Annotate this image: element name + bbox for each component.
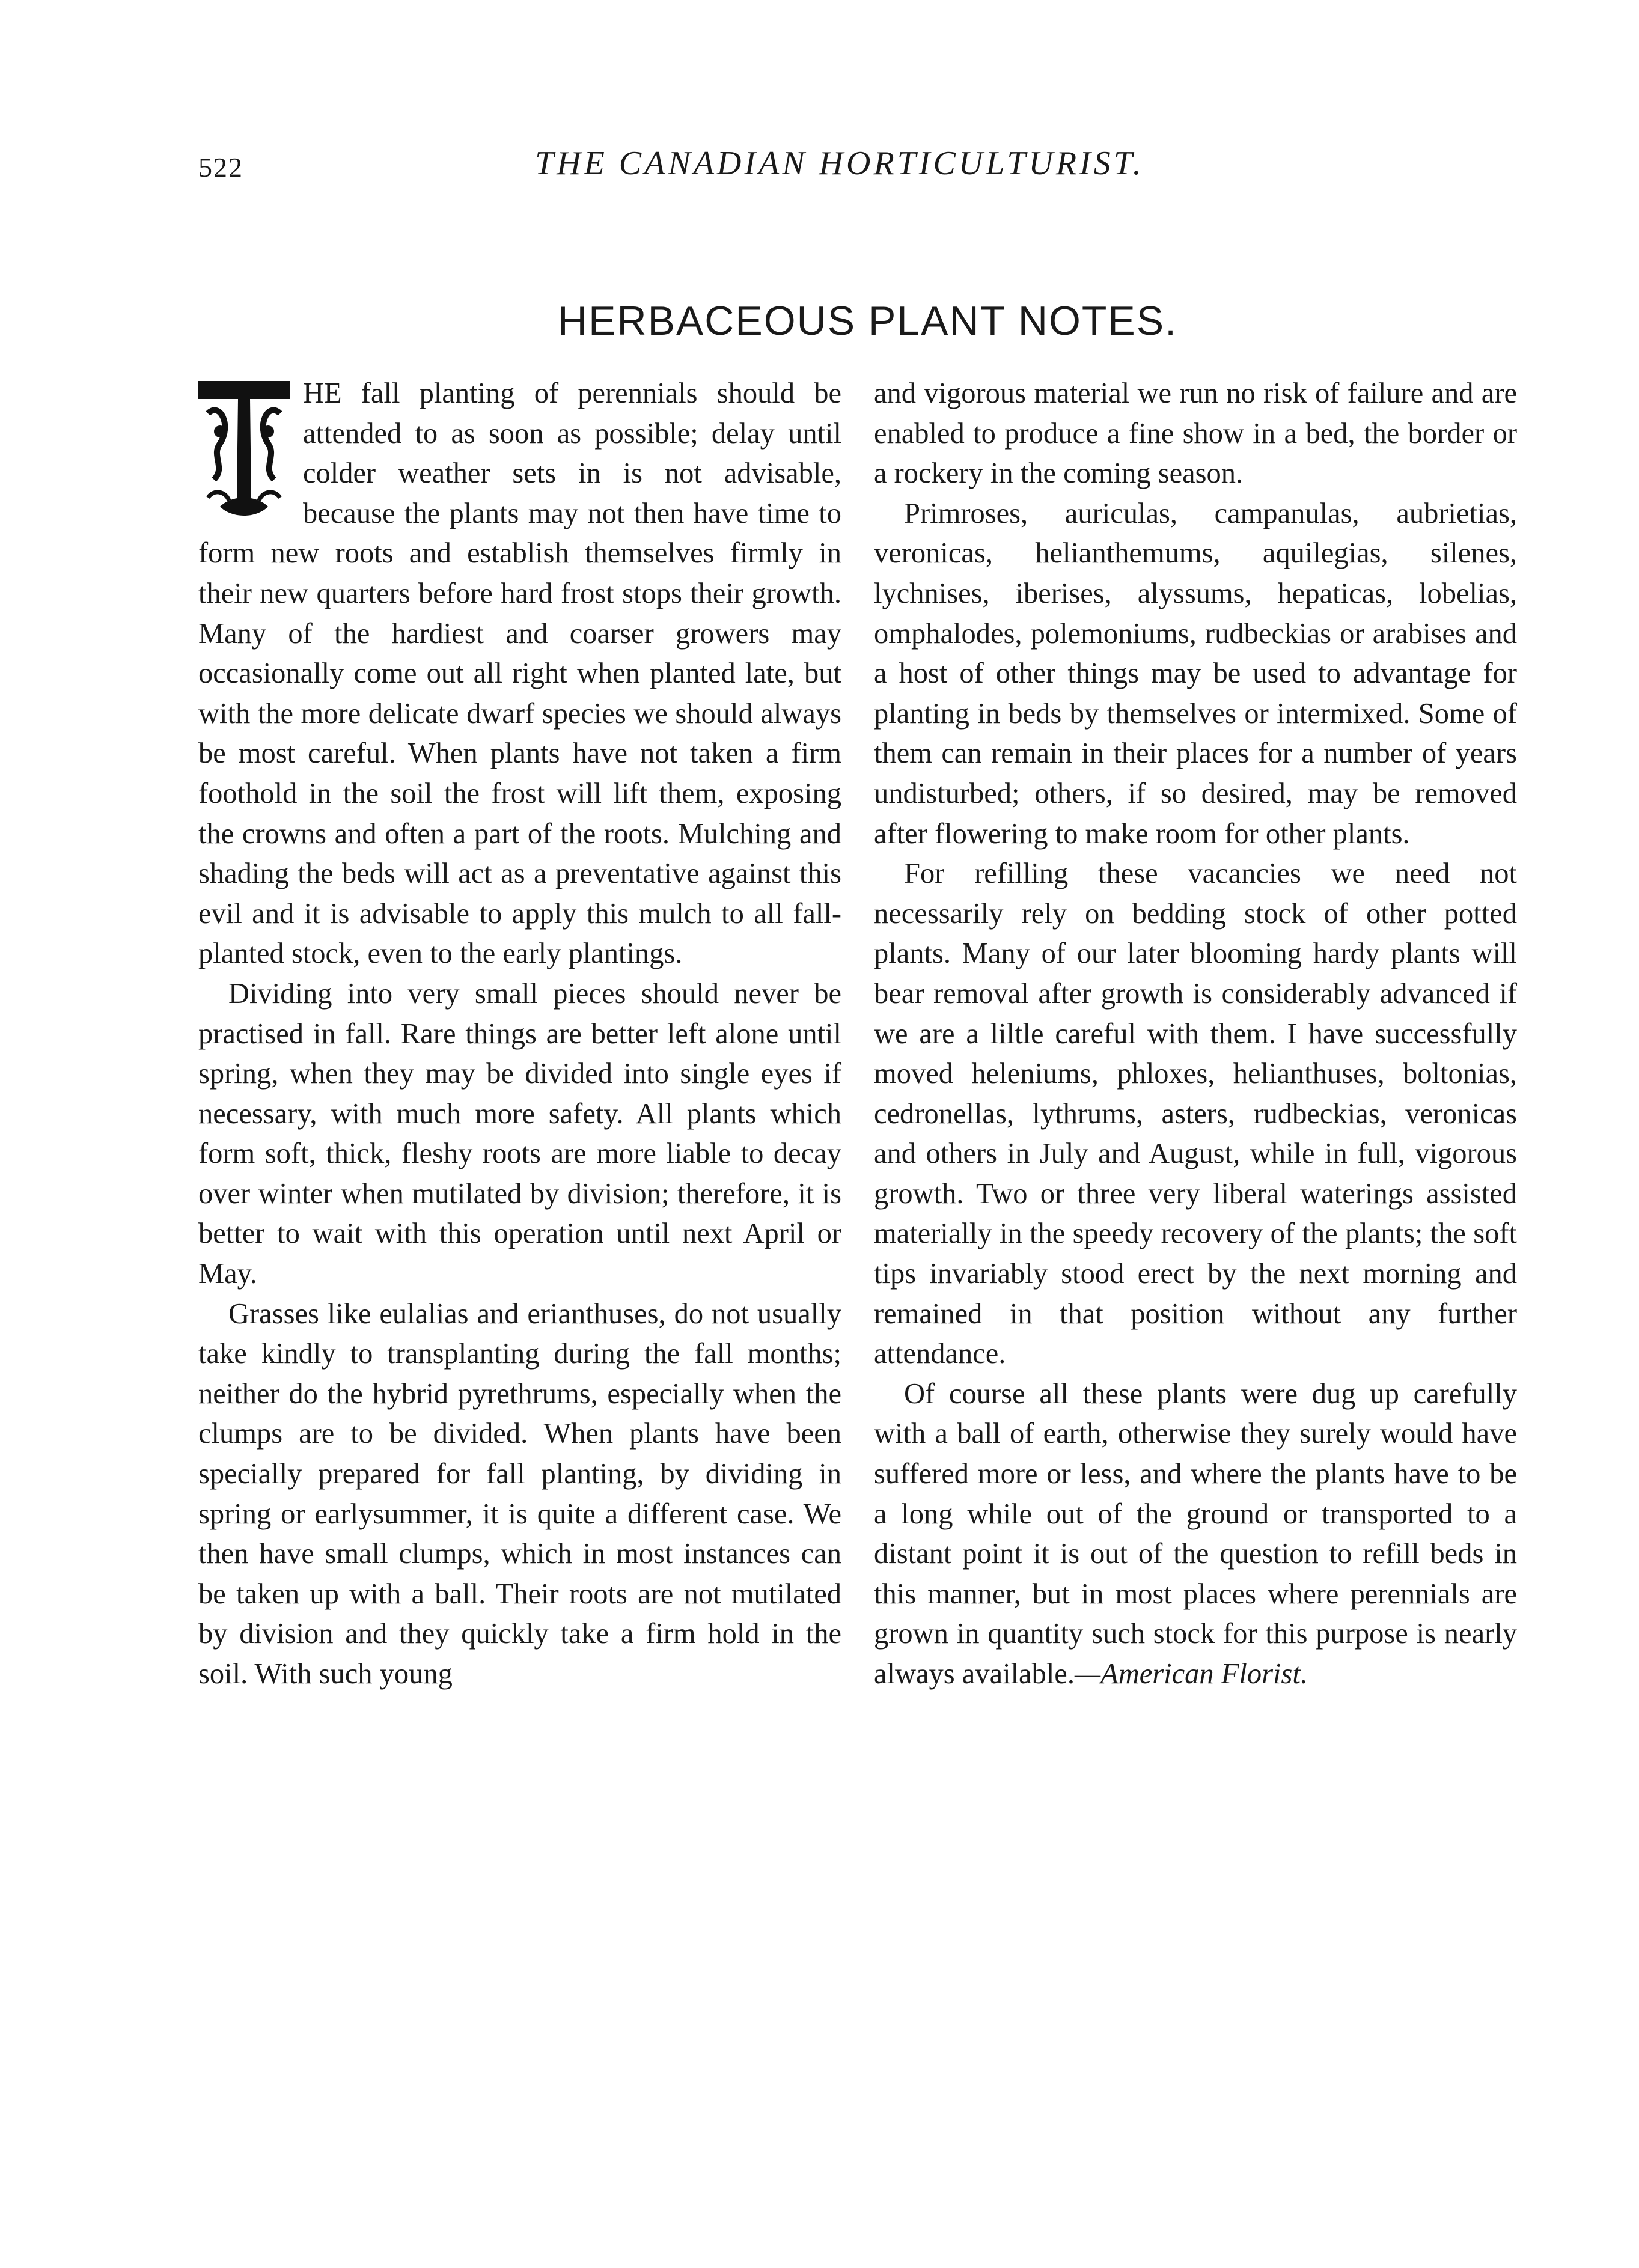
article-title: HERBACEOUS PLANT NOTES. [558,298,1177,344]
paragraph-text: Of course all these plants were dug up carefully with a ball of earth, otherwise they surely would have suffered more or less, and where the plants have to be a long while out of the ground or transported to a distant point it is out of the question to refill beds in this manner, but in most places where perennials are grown in quantity such stock for this purpose is nearly always available. [874,1377,1517,1690]
running-head [198,144,1184,186]
paragraph-6: For refilling these vacancies we need not necessarily rely on bedding stock of other potted plants. Many of our later blooming hardy plants will bear removal after growth is considerably advanced if we are a liltle careful with them. I have successfully moved heleniums, phloxes, helianthuses, boltonias, cedronellas, lythrums, asters, rudbeckias, veronicas and others in July and August, while in full, vigorous growth. Two or three very liberal waterings assisted materially in the speedy recovery of the plants; the soft tips invariably stood erect by the next morning and remained in that position without any further attendance. [874,858,1517,1370]
journal-title: THE CANADIAN HORTICULTURIST. [535,145,1144,182]
paragraph-3: Grasses like eulalias and erianthuses, do not usually take kindly to transplanting during the fall months; neither do the hybrid pyrethrums, especially when the clumps are to be divided. When plants have been specially prepared for fall planting, by dividing in spring or earlysummer, it is quite a different case. We then have small clumps, which in most instances can be taken up with a ball. Their roots are not mutilated by division and they quickly take a firm hold in the soil. With such young [198,1297,841,1690]
source-credit: —American Florist. [1074,1658,1308,1690]
paragraph-7 [874,1374,1517,1695]
drop-cap-ornament-icon [196,377,292,526]
paragraph-text: HE fall planting of perennials should be attended to as soon as possible; delay until colder weather sets in is not advisable, because the plants may not then have time to form new roots and establish themselves firmly in their new quarters before hard frost stops their growth. Many of the hardiest and coarser growers may occasionally come out all right when planted late, but with the more delicate dwarf species we should always be most careful. When plants have not taken a firm foothold in the soil the frost will lift them, exposing the crowns and often a part of the roots. Mulching and shading the beds will act as a preventative against this evil and it is advisable to apply this mulch to all fall-planted stock, even to the early plantings. [198,377,841,970]
left-column [198,374,841,1695]
right-column [874,374,1517,1695]
paragraph-4: and vigorous material we run no risk of failure and are enabled to produce a fine show in a bed, the border or a rockery in the coming season. [874,377,1517,490]
paragraph-1 [198,374,841,974]
paragraph-5: Primroses, auriculas, campanulas, aubrietias, veronicas, helianthemums, aquilegias, silenes, lychnises, iberises, alyssums, hepaticas, lobelias, omphalodes, polemoniums, rudbeckias or arabises and a host of other things may be used to advantage for planting in beds by themselves or intermixed. Some of them can remain in their places for a number of years undisturbed; others, if so desired, may be removed after flowering to make room for other plants. [874,497,1517,850]
page-number: 522 [198,152,243,183]
paragraph-2: Dividing into very small pieces should never be practised in fall. Rare things are better left alone until spring, when they may be divided into single eyes if necessary, with much more safety. All plants which form soft, thick, fleshy roots are more liable to decay over winter when mutilated by division; therefore, it is better to wait with this operation until next April or May. [198,977,841,1290]
drop-cap-initial [196,377,292,526]
